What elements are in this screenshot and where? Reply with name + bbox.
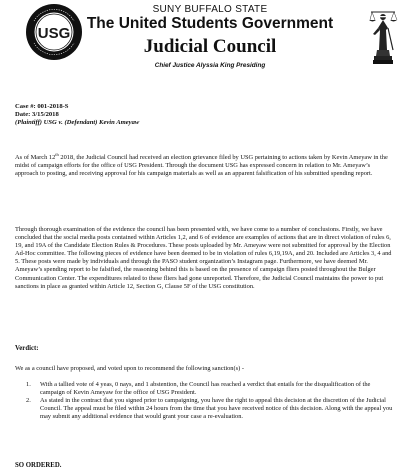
case-details <box>15 103 139 128</box>
closing-order: SO ORDERED. <box>15 462 62 469</box>
case-number: Case #: 001-2018-S <box>15 103 69 110</box>
sanction-number: 1. <box>26 381 31 388</box>
university-name: SUNY BUFFALO STATE <box>152 4 268 15</box>
seal-text: USG <box>37 25 71 42</box>
background-paragraph <box>15 151 393 178</box>
sanctions-list <box>15 381 393 421</box>
presiding-justice: Chief Justice Alyssia King Presiding <box>154 62 266 69</box>
lady-justice-icon <box>368 4 398 66</box>
findings-paragraph: Through thorough examination of the evidence the council has been presented with, we have come to a number of conclusions. Firstly, we have concluded that the social media posts contained within Articles 1,2, and 6 of evidence are examples of actions that are in direct violation of rules 6, 19, and 19A of the Candidate Election Rules & Procedures. These posts uploaded by Mr. Ameyaw were not submitted for approval by the Election Ad-Hoc committee. The following pieces of evidence have been deemed to be in violation of rules 6,19,19A, and 20. Included are Articles 3, 4 and 5. These posts were made by individuals and through the PASO student organization’s Instagram page. Furthermore, we have deemed Mr. Ameyaw’s spending report to be falsified, the reasoning behind this is based on the presence of campaign fliers posted throughout the Bulger Communication Center. The expenditures related to these fliers had gone unreported. Therefore, the Judicial Council maintains the power to put sanctions in place as granted within Article 12, Section G, Clause 5F of the USG constitution. <box>15 226 392 290</box>
p1-ordinal: th <box>55 151 59 157</box>
p1-rest: 2018, the Judicial Council had received an election grievance filed by USG pertaining to actions taken by Kevin Ameyaw in the midst of campaign efforts for the office of USG President. Through the document USG has expressed concern in relation to Mr. Ameyaw’s approach to posting, and receiving approval for his campaign materials as well as an apparent falsification of his submitted spending report. <box>15 154 388 178</box>
sanction-item <box>15 397 393 421</box>
council-title: Judicial Council <box>143 36 277 57</box>
verdict-heading: Verdict: <box>15 345 39 352</box>
verdict-intro: We as a council have proposed, and voted upon to recommend the following sanction(s) - <box>15 365 244 372</box>
sanction-text: With a tallied vote of 4 yeas, 0 nays, and 1 abstention, the Council has reached a verdict that entails for the disqualification of the campaign of Kevin Ameyaw for the office of USG President. <box>40 381 371 397</box>
p1-lead: As of March 12 <box>15 154 56 161</box>
usg-seal-logo <box>25 3 83 61</box>
case-date: Date: 3/15/2018 <box>15 111 59 119</box>
sanction-number: 2. <box>26 397 31 405</box>
sanction-item <box>15 381 393 397</box>
case-parties: (Plaintiff) USG v. (Defendant) Kevin Ameyaw <box>15 119 140 127</box>
organization-name: The United Students Government <box>86 15 334 32</box>
sanction-text: As stated in the contract that you signed prior to campaigning, you have the right to appeal this decision at the discretion of the Judicial Council. The appeal must be filed within 24 hours from the time that you have received notice of this decision. Along with the appeal you may submit any additional evidence that would grant your case a re-evaluation. <box>40 397 393 421</box>
